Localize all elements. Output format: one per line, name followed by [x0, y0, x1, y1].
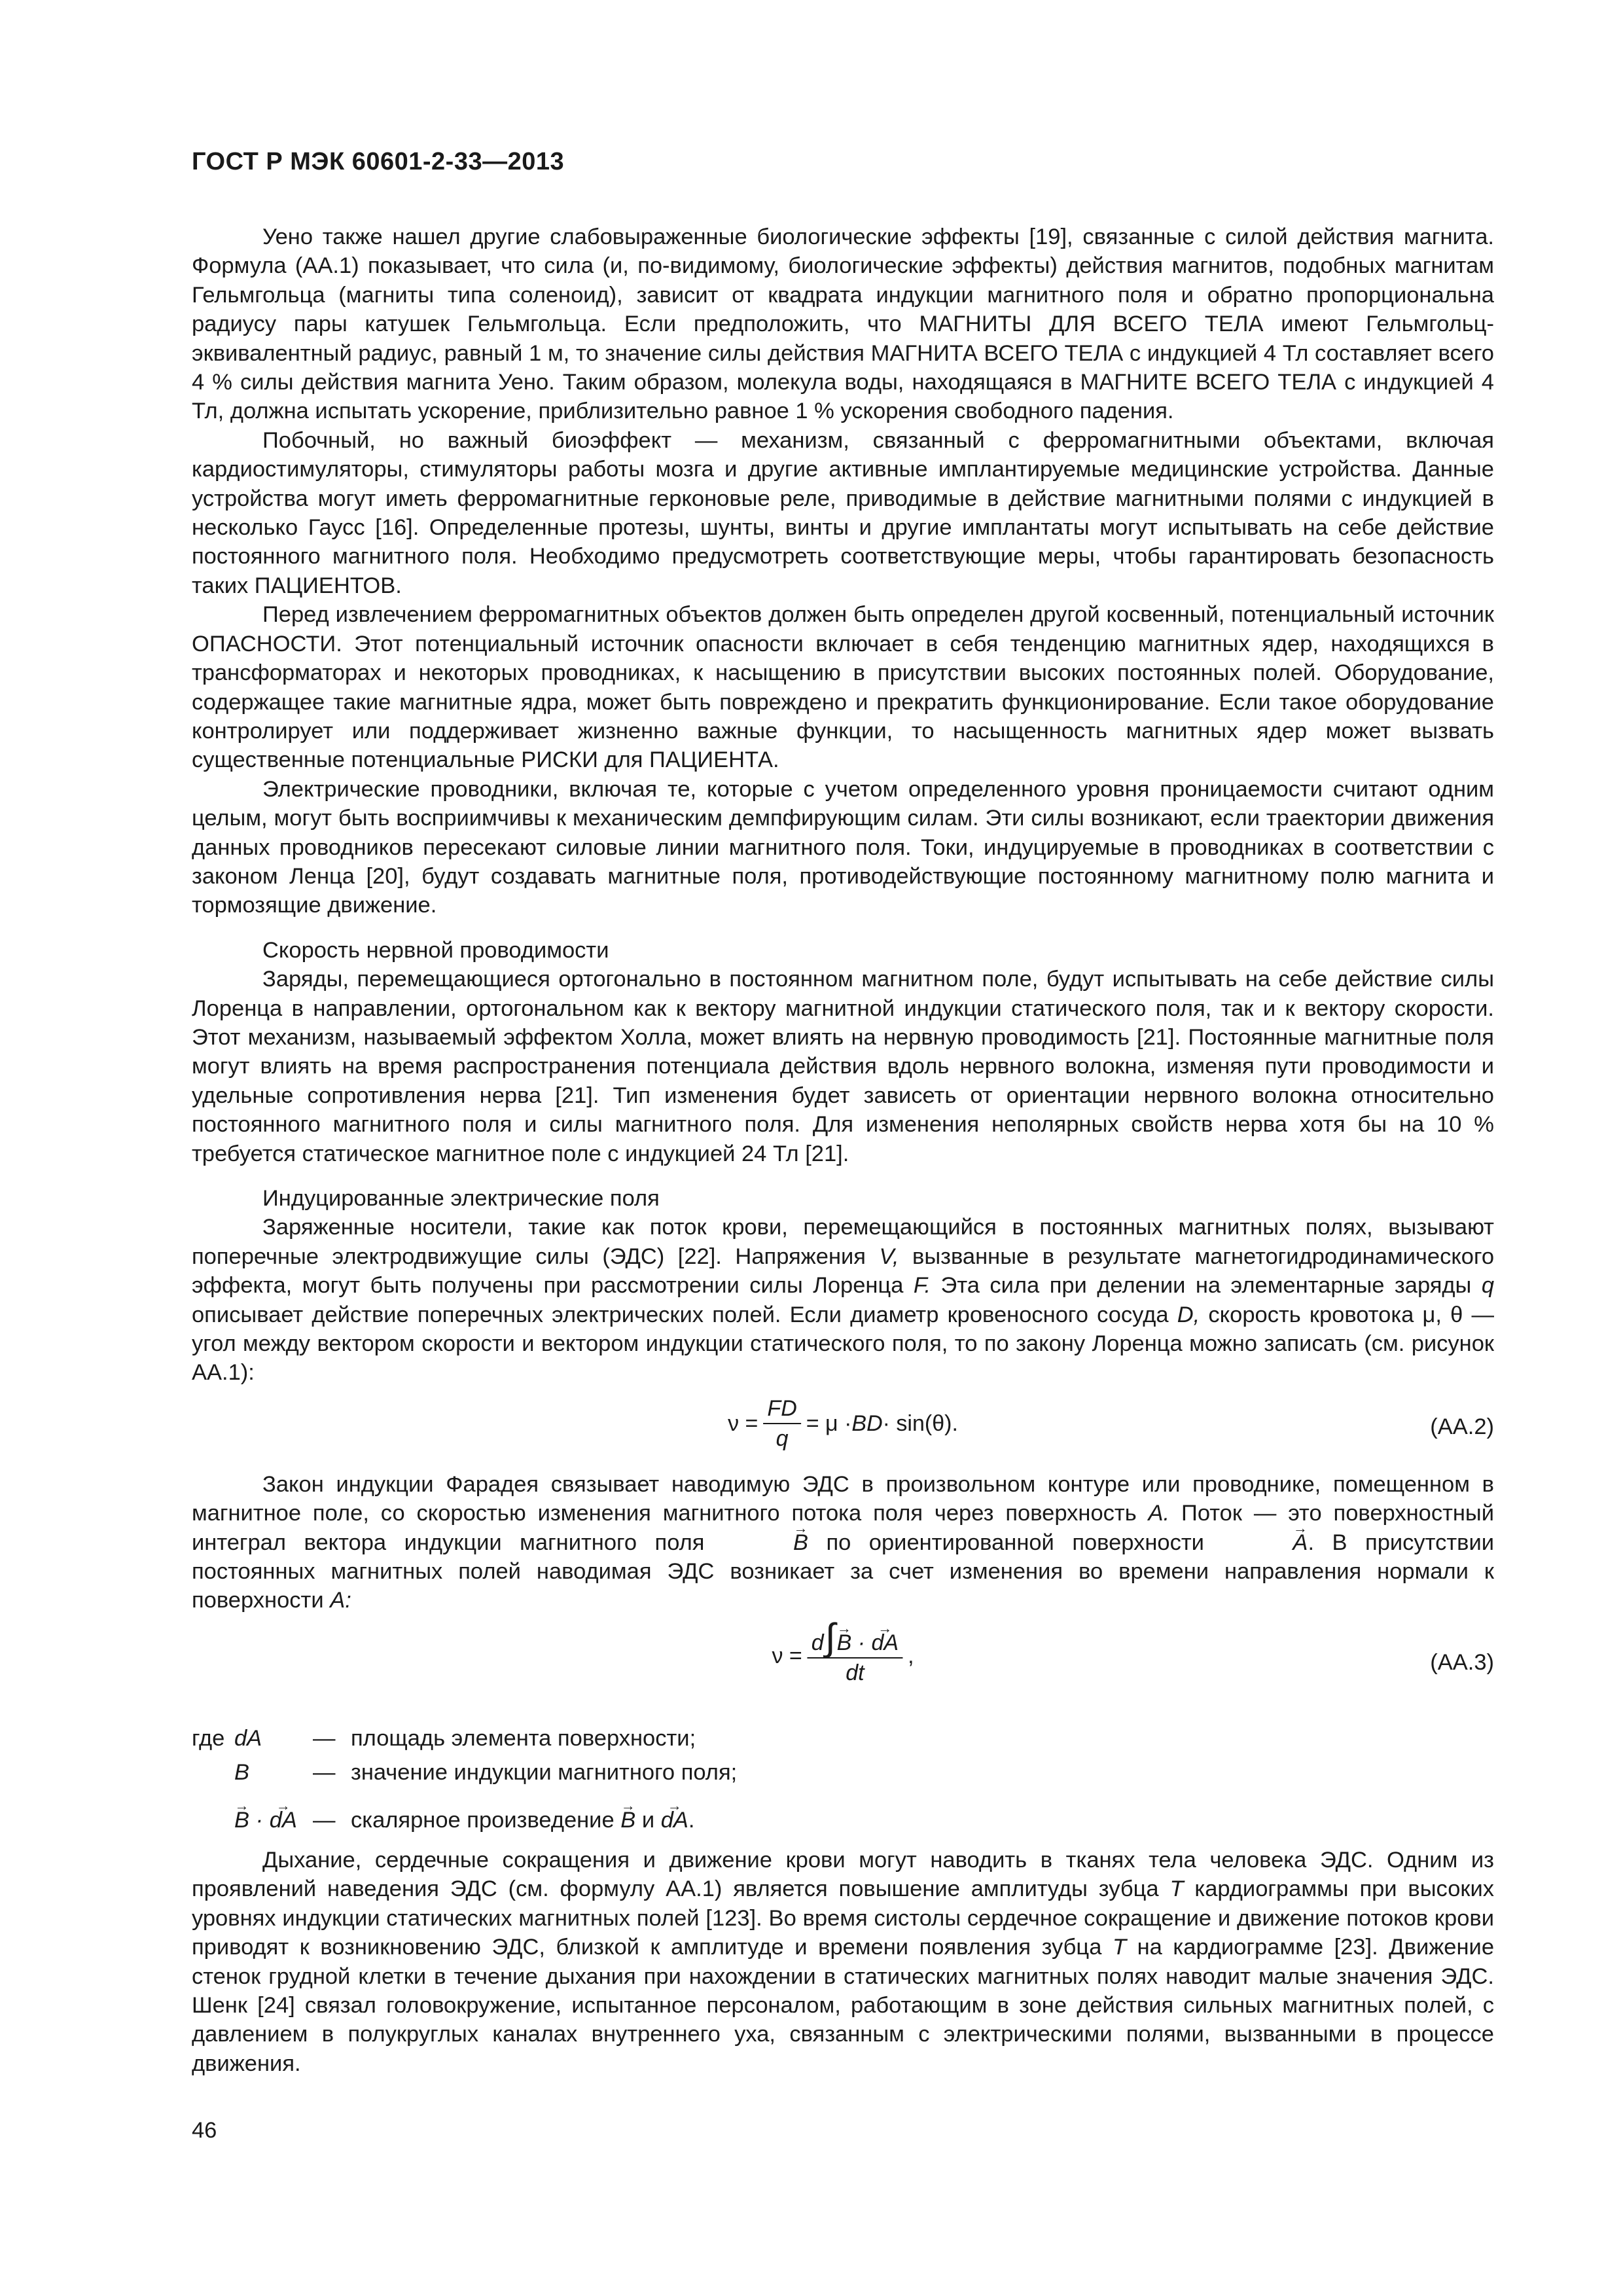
text-run: .: [688, 1808, 695, 1833]
equation-number-aa3: (АА.3): [1430, 1649, 1494, 1675]
vector-b: → B: [837, 1628, 852, 1657]
fraction-numerator: [808, 1615, 902, 1659]
page-number: 46: [192, 2118, 217, 2143]
formula-aa2-expression: [728, 1394, 958, 1453]
vector-a: → A: [1222, 1528, 1308, 1557]
paragraph-conductors: Электрические проводники, включая те, которые с учетом определенного уровня проницаемости считают одним целым, могут быть восприимчивы к механическим демпфирующим силам. Эти силы возникают, если траектории движения данных проводников пересекают силовые линии магнитного поля. Токи, индуцируемые в проводниках в соответствии с законом Ленца [20], будут создавать магнитные поля, противодействующие постоянному магнитному полю магнита и тормозящие движение.: [192, 776, 1494, 918]
text-run: Эта сила при делении на элементарные заряды: [931, 1273, 1482, 1299]
main-text: [192, 223, 1494, 2078]
formula-middle: = μ ·: [806, 1410, 852, 1436]
subheading-nerve-conduction: Скорость нервной проводимости: [262, 937, 609, 963]
text-run: Дыхание, сердечные сокращения и движение крови могут наводить в тканях тела человека ЭДС. Одним из проявлений наведения ЭДС (см. формулу АА.1) является повышение амплитуды зубца: [192, 1847, 1494, 1902]
definition-dash: —: [313, 1808, 336, 1833]
definitions-list: [192, 1724, 1494, 1835]
paragraph-ueno: Уено также нашел другие слабовыраженные биологические эффекты [19], связанные с силой действия магнита. Формула (АА.1) показывает, что сила (и, по-видимому, биологические эффекты) действия магнитов, подобных магнитам Гельмгольца (магниты типа соленоид), зависит от квадрата индукции магнитного поля и обратно пропорциональна радиусу пары катушек Гельмгольца. Если предположить, что МАГНИТЫ ДЛЯ ВСЕГО ТЕЛА имеют Гельмгольц-эквивалентный радиус, равный 1 м, то значение силы действия МАГНИТА ВСЕГО ТЕЛА с индукцией 4 Тл составляет всего 4 % силы действия магнита Уено. Таким образом, молекула воды, находящаяся в МАГНИТЕ ВСЕГО ТЕЛА с индукцией 4 Тл, должна испытать ускорение, приблизительно равное 1 % ускорения свободного падения.: [192, 224, 1494, 424]
formula-tail: · sin(θ).: [882, 1410, 958, 1436]
paragraph-nerve-conduction: Заряды, перемещающиеся ортогонально в постоянном магнитном поле, будут испытывать на себе действие силы Лоренца в направлении, ортогональном как к вектору магнитной индукции статического поля, так и к вектору скорости. Этот механизм, называемый эффектом Холла, может влиять на нервную проводимость [21]. Постоянные магнитные поля могут влиять на время распространения потенциала действия вдоль нервного волокна, изменяя пути проводимости и удельные сопротивления нерва [21]. Тип изменения будет зависеть от ориентации нервного волокна относительно постоянного магнитного поля и силы магнитного поля. Для изменения неполярных свойств нерва хотя бы на 10 % требуется статическое магнитное поле с индукцией 24 Тл [21].: [192, 967, 1494, 1166]
fraction-numerator: FD: [763, 1394, 800, 1424]
dot-operator: ·: [249, 1808, 270, 1833]
vector-b: → B: [620, 1806, 635, 1835]
symbol-t: T: [1112, 1935, 1127, 1960]
symbol-t: T: [1169, 1876, 1184, 1902]
vector-da: → dA: [661, 1806, 688, 1835]
formula-aa3-expression: [772, 1615, 914, 1687]
formula-fraction: [763, 1394, 800, 1453]
text-run: кардиограммы при высоких уровнях индукции статических магнитных полей [123]. Во время систолы сердечное сокращение и движение потоков крови приводят к возникновению ЭДС, близкой к амплитуде и времени появления зубца: [192, 1876, 1494, 1960]
definition-symbol: [234, 1806, 313, 1835]
definition-symbol: B: [234, 1759, 250, 1785]
paragraph-faraday: [192, 1470, 1494, 1615]
text-run: скалярное произведение: [351, 1808, 621, 1833]
text-run: вызванные в результате магнетогидродинамического эффекта, могут быть получены при рассмотрении силы Лоренца: [192, 1244, 1495, 1299]
text-run: и: [635, 1808, 661, 1833]
integral-sign: ∫: [825, 1615, 836, 1659]
symbol-a: A:: [330, 1588, 351, 1613]
definitions-lead: где: [192, 1725, 225, 1751]
definition-text: значение индукции магнитного поля;: [351, 1759, 738, 1785]
text-run: Поток — это поверхностный интеграл вектора индукции магнитного поля: [192, 1501, 1494, 1555]
text-run: описывает действие поперечных электрических полей. Если диаметр кровеносного сосуда: [192, 1302, 1177, 1327]
definition-row: [192, 1792, 1494, 1835]
vector-b: → B: [722, 1528, 808, 1557]
fraction-denominator: q: [776, 1426, 789, 1451]
subheading-induced-fields: Индуцированные электрические поля: [262, 1186, 660, 1211]
formula-aa2: [192, 1390, 1494, 1463]
formula-tail: ,: [908, 1643, 914, 1668]
fraction-denominator: dt: [846, 1660, 865, 1685]
definition-symbol: dA: [234, 1725, 262, 1751]
vector-b: → B: [234, 1806, 249, 1835]
page-title: ГОСТ Р МЭК 60601-2-33—2013: [192, 148, 565, 175]
formula-lhs: ν =: [728, 1410, 758, 1436]
formula-aa3: [192, 1615, 1494, 1719]
text-run: Закон индукции Фарадея связывает наводимую ЭДС в произвольном контуре или проводнике, помещенном в магнитное поле, со скоростью изменения магнитного потока поля через поверхность: [192, 1471, 1494, 1526]
dot-operator: ·: [851, 1630, 872, 1655]
formula-lhs: ν =: [772, 1643, 802, 1668]
text-run: по ориентированной поверхности: [808, 1530, 1222, 1555]
vector-da: → dA: [270, 1806, 297, 1835]
symbol-v: V,: [879, 1244, 899, 1269]
formula-bd: BD: [851, 1410, 883, 1436]
definition-row: [192, 1724, 1494, 1758]
vector-da: → dA: [871, 1628, 899, 1657]
equation-number-aa2: (АА.2): [1430, 1414, 1494, 1439]
text-run: . В присутствии постоянных магнитных полей наводимая ЭДС возникает за счет изменения во времени направления нормали к поверхности: [192, 1530, 1494, 1613]
definition-text: площадь элемента поверхности;: [351, 1725, 696, 1751]
paragraph-magnetic-cores: Перед извлечением ферромагнитных объектов должен быть определен другой косвенный, потенциальный источник ОПАСНОСТИ. Этот потенциальный источник опасности включает в себя тенденцию магнитных ядер, находящихся в трансформаторах и некоторых проводниках, к насыщению в присутствии высоких постоянных полей. Оборудование, содержащее такие магнитные ядра, может быть повреждено и прекратить функционирование. Если такое оборудование контролирует или поддерживает жизненно важные функции, то насыщенность магнитных ядер может вызвать существенные потенциальные РИСКИ для ПАЦИЕНТА.: [192, 602, 1494, 773]
numerator-d: d: [811, 1630, 824, 1655]
definition-text: [351, 1806, 695, 1835]
text-run: скорость кровотока μ, θ — угол между вектором скорости и вектором индукции статического поля, то по закону Лоренца можно записать (см. рисунок АА.1):: [192, 1302, 1495, 1386]
symbol-q: q: [1481, 1273, 1494, 1299]
paragraph-induced-fields: [192, 1213, 1494, 1387]
text-run: Заряженные носители, такие как поток крови, перемещающийся в постоянных магнитных полях, вызывают поперечные электродвижущие силы (ЭДС) [22]. Напряжения: [192, 1215, 1494, 1269]
paragraph-respiration-emf: [192, 1846, 1494, 2078]
formula-fraction: [808, 1615, 902, 1687]
definition-dash: —: [313, 1759, 336, 1785]
symbol-d: D,: [1177, 1302, 1200, 1327]
definition-row: [192, 1758, 1494, 1792]
symbol-a: A.: [1148, 1501, 1170, 1526]
text-run: на кардиограмме [23]. Движение стенок грудной клетки в течение дыхания при нахождении в статических магнитных полях наводит малые значения ЭДС. Шенк [24] связал головокружение, испытанное персоналом, работающим в зоне действия сильных магнитных полей, с давлением в полукруглых каналах внутреннего уха, связанным с электрическими полями, вызванными в процессе движения.: [192, 1935, 1495, 2076]
definition-dash: —: [313, 1725, 336, 1751]
symbol-f: F.: [913, 1273, 931, 1299]
paragraph-ferromagnetic-implants: Побочный, но важный биоэффект — механизм, связанный с ферромагнитными объектами, включая кардиостимуляторы, стимуляторы работы мозга и другие активные имплантируемые медицинские устройства. Данные устройства могут иметь ферромагнитные герконовые реле, приводимые в действие магнитными полями с индукцией в несколько Гаусс [16]. Определенные протезы, шунты, винты и другие имплантаты могут испытывать на себе действие постоянного магнитного поля. Необходимо предусмотреть соответствующие меры, чтобы гарантировать безопасность таких ПАЦИЕНТОВ.: [192, 427, 1494, 598]
